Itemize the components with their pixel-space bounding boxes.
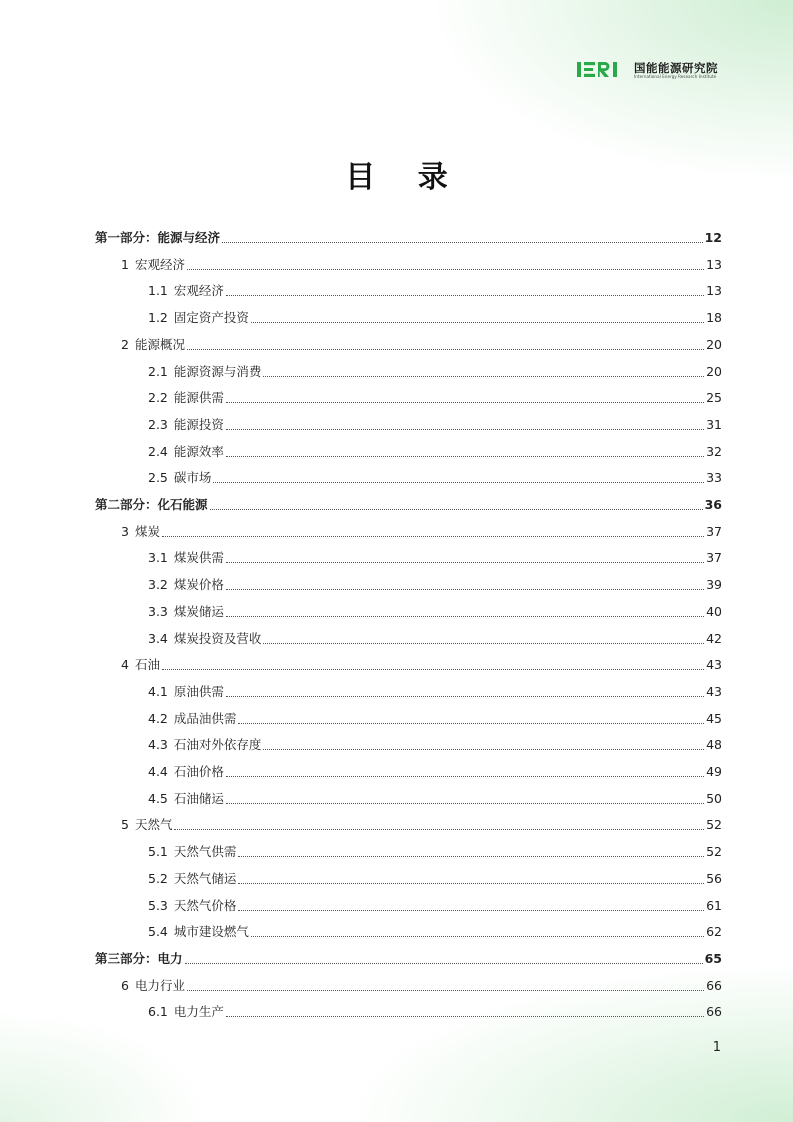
toc-entry-number: 5.3 [148, 897, 168, 913]
toc-entry-number: 4.4 [148, 764, 168, 779]
toc-dot-leader [226, 696, 704, 697]
toc-page-number: 50 [706, 790, 722, 806]
toc-entry-title [148, 631, 261, 647]
toc-entry[interactable] [121, 331, 722, 353]
toc-page-number: 13 [706, 283, 722, 299]
toc-entry[interactable] [148, 304, 722, 326]
toc-entry-label: 原油供需 [173, 683, 224, 699]
toc-entry-label: 能源效率 [173, 443, 224, 459]
toc-entry-label: 成品油供需 [173, 710, 237, 726]
toc-page-number: 43 [706, 683, 722, 699]
toc-entry-label: 能源投资 [173, 416, 224, 432]
toc-entry-title [148, 550, 224, 566]
toc-page-number: 18 [706, 310, 722, 326]
toc-entry[interactable] [148, 785, 722, 807]
toc-entry-label: 煤炭投资及营收 [173, 630, 262, 646]
toc-page-number: 39 [706, 577, 722, 593]
toc-page-number: 52 [706, 844, 722, 860]
toc-entry[interactable] [148, 678, 722, 700]
toc-page-number: 36 [704, 497, 722, 512]
toc-entry-number: 1.2 [148, 310, 168, 326]
toc-entry[interactable] [95, 491, 722, 513]
toc-page-number: 43 [706, 657, 722, 673]
toc-entry-number: 2.2 [148, 390, 168, 406]
toc-entry[interactable] [148, 731, 722, 753]
page-number: 1 [712, 1040, 721, 1055]
toc-entry-title [121, 337, 185, 353]
toc-entry[interactable] [121, 811, 722, 833]
logo-chinese-name: 国能能源研究院 [634, 61, 718, 75]
toc-dot-leader [238, 856, 704, 857]
toc-entry[interactable] [148, 411, 722, 433]
toc-entry-title [148, 444, 224, 460]
toc-entry-title [148, 684, 224, 700]
toc-entry-number: 3.1 [148, 550, 168, 566]
toc-entry-title [148, 737, 261, 753]
toc-entry-label: 煤炭 [134, 523, 160, 539]
toc-entry-title [95, 497, 208, 513]
toc-entry-number: 1 [121, 256, 129, 272]
toc-dot-leader [251, 322, 704, 323]
toc-entry[interactable] [95, 224, 722, 246]
toc-entry-label: 石油对外依存度 [173, 737, 262, 753]
toc-entry-label: 宏观经济 [173, 283, 224, 299]
toc-entry-title [148, 898, 236, 914]
toc-page-number: 66 [706, 977, 722, 993]
toc-entry-title [121, 524, 160, 540]
toc-entry[interactable] [148, 598, 722, 620]
toc-entry-label: 固定资产投资 [173, 310, 249, 326]
toc-dot-leader [226, 402, 704, 403]
toc-entry-label: 碳市场 [173, 470, 212, 486]
toc-dot-leader [251, 936, 704, 937]
toc-dot-leader [162, 669, 704, 670]
toc-dot-leader [185, 963, 703, 964]
toc-dot-leader [187, 990, 704, 991]
toc-page-number: 33 [706, 470, 722, 486]
toc-entry[interactable] [148, 571, 722, 593]
toc-dot-leader [213, 482, 704, 483]
toc-page-number: 13 [706, 256, 722, 272]
toc-entry-title [148, 470, 211, 486]
toc-entry-label: 第二部分：化石能源 [95, 497, 208, 512]
toc-dot-leader [187, 269, 704, 270]
toc-dot-leader [263, 643, 704, 644]
toc-entry-title [148, 310, 249, 326]
toc-entry-title [148, 844, 236, 860]
toc-dot-leader [263, 749, 704, 750]
toc-entry-number: 6.1 [148, 1004, 168, 1020]
toc-entry-title [148, 604, 224, 620]
toc-entry-number: 3.4 [148, 630, 168, 646]
toc-page-number: 48 [706, 737, 722, 753]
toc-dot-leader [226, 295, 704, 296]
toc-entry-title [121, 657, 160, 673]
toc-entry-number: 4.5 [148, 790, 168, 806]
toc-page-number: 40 [706, 603, 722, 619]
toc-entry[interactable] [148, 758, 722, 780]
toc-entry-title [95, 230, 220, 246]
toc-page-number: 56 [706, 870, 722, 886]
toc-entry-label: 煤炭价格 [173, 577, 224, 593]
toc-page-number: 62 [706, 924, 722, 940]
toc-dot-leader [174, 829, 704, 830]
toc-entry-label: 天然气 [134, 817, 173, 833]
toc-page-number: 37 [706, 550, 722, 566]
toc-entry[interactable] [121, 518, 722, 540]
toc-entry-title [95, 951, 183, 967]
toc-page-number: 52 [706, 817, 722, 833]
toc-dot-leader [238, 883, 704, 884]
toc-entry-label: 电力行业 [134, 977, 185, 993]
toc-entry-label: 煤炭供需 [173, 550, 224, 566]
toc-page-number: 66 [706, 1004, 722, 1020]
toc-entry-title [148, 871, 236, 887]
toc-entry-label: 电力生产 [173, 1004, 224, 1020]
toc-page-number: 32 [706, 443, 722, 459]
toc-entry-number: 2.5 [148, 470, 168, 486]
ieri-logo-icon [577, 61, 631, 79]
header-logo [577, 58, 727, 82]
page-title: 目 录 [345, 160, 464, 195]
toc-entry-title [121, 978, 185, 994]
toc-entry[interactable] [148, 625, 722, 647]
toc-dot-leader [226, 589, 704, 590]
toc-entry-title [148, 390, 224, 406]
toc-entry-number: 2.3 [148, 416, 168, 432]
toc-entry-label: 能源概况 [134, 336, 185, 352]
toc-dot-leader [263, 376, 704, 377]
toc-page-number: 20 [706, 336, 722, 352]
toc-entry-number: 4.1 [148, 683, 168, 699]
toc-dot-leader [226, 456, 704, 457]
toc-entry-label: 能源供需 [173, 390, 224, 406]
toc-entry[interactable] [148, 918, 722, 940]
toc-entry[interactable] [121, 651, 722, 673]
toc-page-number: 37 [706, 523, 722, 539]
toc-entry-number: 2.4 [148, 443, 168, 459]
toc-entry-title [148, 417, 224, 433]
toc-entry-title [121, 257, 185, 273]
toc-entry-number: 1.1 [148, 283, 168, 299]
toc-entry-label: 石油储运 [173, 790, 224, 806]
toc-entry-title [121, 817, 172, 833]
toc-dot-leader [222, 242, 703, 243]
toc-page-number: 65 [704, 950, 722, 966]
toc-entry-number: 2.1 [148, 363, 168, 379]
toc-entry-number: 4 [121, 657, 129, 673]
toc-entry-title [148, 791, 224, 807]
toc-page-number: 45 [706, 710, 722, 726]
toc-entry[interactable] [121, 972, 722, 994]
toc-page-number: 49 [706, 764, 722, 779]
toc-entry-label: 第三部分：电力 [95, 950, 183, 966]
toc-entry-title [148, 283, 224, 299]
toc-entry-number: 4.2 [148, 710, 168, 726]
toc-entry-number: 5.1 [148, 844, 168, 860]
toc-entry[interactable] [148, 838, 722, 860]
toc-entry-label: 宏观经济 [134, 256, 185, 272]
toc-entry-number: 5 [121, 817, 129, 833]
toc-entry-number: 3.3 [148, 603, 168, 619]
toc-dot-leader [187, 349, 704, 350]
toc-entry-label: 煤炭储运 [173, 603, 224, 619]
toc-entry[interactable] [148, 705, 722, 727]
toc-entry-title [148, 364, 261, 380]
toc-dot-leader [226, 776, 704, 777]
toc-entry-label: 天然气价格 [173, 897, 237, 913]
toc-dot-leader [226, 803, 704, 804]
toc-entry-number: 4.3 [148, 737, 168, 753]
toc-entry[interactable] [148, 892, 722, 914]
toc-entry[interactable] [148, 277, 722, 299]
toc-entry[interactable] [148, 384, 722, 406]
toc-entry-title [148, 764, 224, 780]
toc-dot-leader [210, 509, 703, 510]
toc-entry[interactable] [148, 544, 722, 566]
toc-dot-leader [238, 910, 704, 911]
toc-entry-number: 5.4 [148, 924, 168, 940]
toc-page-number: 31 [706, 416, 722, 432]
toc-page-number: 20 [706, 363, 722, 379]
toc-entry-number: 2 [121, 336, 129, 352]
toc-entry-label: 天然气供需 [173, 844, 237, 860]
toc-entry-label: 能源资源与消费 [173, 363, 262, 379]
toc-entry-label: 城市建设燃气 [173, 924, 249, 940]
toc-entry-number: 5.2 [148, 870, 168, 886]
toc-dot-leader [226, 1016, 704, 1017]
toc-entry-label: 第一部分：能源与经济 [95, 230, 221, 245]
toc-entry-title [148, 577, 224, 593]
toc-page-number: 12 [704, 230, 722, 245]
toc-dot-leader [226, 616, 704, 617]
toc-entry-label: 石油价格 [173, 764, 224, 779]
toc-dot-leader [238, 723, 704, 724]
toc-dot-leader [162, 536, 704, 537]
toc-page-number: 25 [706, 390, 722, 406]
toc-entry-number: 3.2 [148, 577, 168, 593]
toc-page-number: 42 [706, 630, 722, 646]
toc-entry-label: 石油 [134, 657, 160, 673]
toc-entry[interactable] [148, 865, 722, 887]
toc-entry-title [148, 1004, 224, 1020]
logo-english-name: International Energy Research Institute [634, 74, 717, 79]
toc-entry-title [148, 711, 236, 727]
toc-entry-number: 6 [121, 977, 129, 993]
toc-entry[interactable] [148, 464, 722, 486]
toc-entry[interactable] [95, 945, 722, 967]
toc-page-number: 61 [706, 897, 722, 913]
toc-dot-leader [226, 429, 704, 430]
toc-entry-number: 3 [121, 523, 129, 539]
toc-entry[interactable] [121, 251, 722, 273]
toc-dot-leader [226, 562, 704, 563]
toc-entry-title [148, 924, 249, 940]
toc-entry-label: 天然气储运 [173, 870, 237, 886]
toc-entry[interactable] [148, 358, 722, 380]
toc-entry[interactable] [148, 438, 722, 460]
toc-entry[interactable] [148, 998, 722, 1020]
